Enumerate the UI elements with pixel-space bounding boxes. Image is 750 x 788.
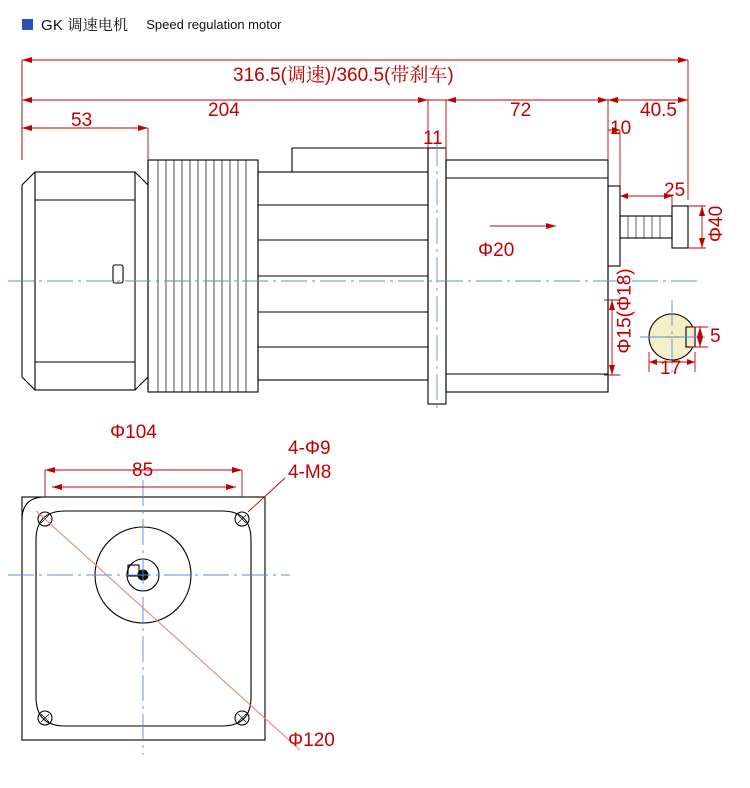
dim-pilot-diameter: Φ20 <box>478 240 515 261</box>
dim-key-height: 5 <box>710 326 721 347</box>
dim-outer-diameter: Φ120 <box>288 730 335 751</box>
dim-shaft-step: 10 <box>610 118 632 139</box>
dim-shaft-diameter: Φ15(Φ18) <box>614 268 636 354</box>
dimension-lines <box>22 60 708 512</box>
dim-motor-body-length: 72 <box>510 100 532 121</box>
dim-shaft-usable-length: 25 <box>664 180 686 201</box>
outer-diameter-leader <box>36 511 300 750</box>
dim-gearbox-length: 204 <box>208 100 240 121</box>
dim-flange-thickness: 11 <box>423 128 443 149</box>
dim-flange-diameter: Φ40 <box>706 205 728 243</box>
dim-hole-callout-1: 4-Φ9 <box>288 438 331 459</box>
centerlines <box>8 140 706 755</box>
header-title-en: Speed regulation motor <box>146 17 282 32</box>
dim-hole-callout-2: 4-M8 <box>288 462 332 483</box>
dim-total-length: 316.5(调速)/360.5(带刹车) <box>233 65 454 86</box>
dim-key-width: 17 <box>660 358 682 379</box>
dim-shaft-total: 40.5 <box>640 100 677 121</box>
dim-terminal-box-length: 53 <box>71 110 93 131</box>
dim-bolt-circle: Φ104 <box>110 422 157 443</box>
dim-mounting-pitch: 85 <box>132 460 154 481</box>
header-title-cn: GK 调速电机 <box>41 17 129 34</box>
